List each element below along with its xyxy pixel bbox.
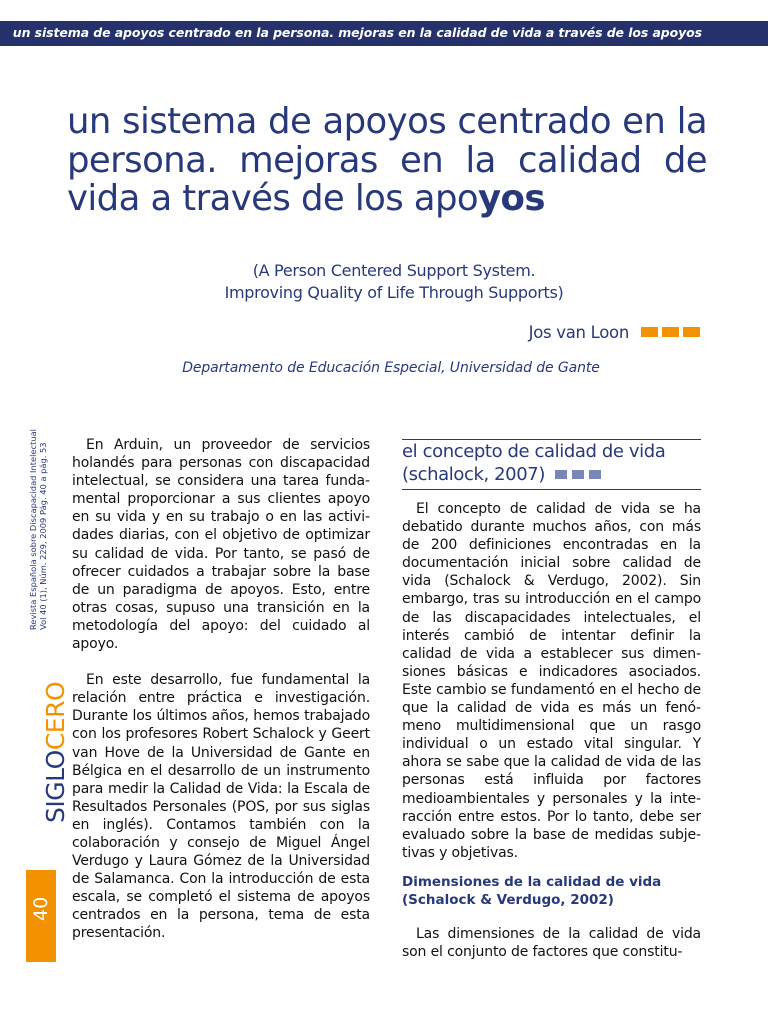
journal-line-1: Revista Española sobre Discapacidad Intelectual [28,429,38,630]
article-title [67,103,707,219]
decorative-square-icon [641,327,658,337]
brand-part-2: CERO [41,681,70,751]
running-header-bar [0,21,768,46]
author-affiliation: Departamento de Educación Especial, Universidad de Gante [182,360,600,376]
section-rule-bottom [402,489,701,490]
brand-logo-text [41,682,70,823]
body-paragraph: Las dimensiones de la calidad de vida son el conjunto de factores que constitu- [402,926,701,961]
page-number-block [26,870,56,962]
article-title-bold: yos [478,178,545,219]
decorative-square-icon [555,470,567,479]
decorative-square-icon [572,470,584,479]
body-paragraph: En este desarrollo, fue fundamental la relación entre práctica e investigación. Durante los últimos años, hemos trabajado con los profesores Robert Schalock y Geert van Hove de la Universidad de Gante en Bélgica en el desarrollo de un instrumento para medir la Calidad de Vida: la Escala de Resultados Personales (POS, por sus siglas en inglés). Contamos también con la colaboración y consejo de Miguel Ángel Verdugo y Laura Gómez de la Universidad de Salamanca. Con la introducción de esta escala, se completó el sistema de apoyos centrados en la persona, tema de esta presentación. [72,672,370,942]
sidebar-strip [26,429,70,962]
right-column-continued [402,925,701,979]
section-title-line-2: (schalock, 2007) [402,464,545,485]
section-heading-box [402,439,701,490]
journal-line-2: Vol 40 (1), Núm. 229, 2009 Pág. 40 a pág. 53 [38,442,48,630]
running-header-title: un sistema de apoyos centrado en la persona. mejoras en la calidad de vida a través de los apoyos [12,25,702,40]
body-paragraph: En Arduin, un proveedor de servicios holandés para personas con discapacidad intelectual, se considera una tarea fundamental proporcionar a sus clientes apoyo en su vida y en su trabajo o en las actividades diarias, con el objetivo de optimizar su calidad de vida. Por tanto, se pasó de ofrecer cuidados a trabajar sobre la base de un paradigma de apoyos. Esto, entre otras cosas, supuso una transición en la metodología del apoyo: del cuidado al apoyo. [72,437,370,653]
subheading: Dimensiones de la calidad de vida (Schalock & Verdugo, 2002) [402,874,662,908]
author-name: Jos van Loon [528,322,629,342]
decorative-square-icon [589,470,601,479]
subtitle-line-2: Improving Quality of Life Through Supports) [224,283,564,302]
decorative-square-icon [683,327,700,337]
section-title [402,440,701,486]
right-column [402,500,701,880]
brand-part-1: SIGLO [41,750,70,823]
page-number: 40 [30,896,52,921]
journal-info-text [28,429,48,630]
body-paragraph: El concepto de calidad de vida se ha debatido durante muchos años, con más de 200 definiciones encontradas en la documentación inicial sobre calidad de vida (Schalock & Verdugo, 2002). Sin embargo, tras su introducción en el campo de las discapacidades intelectuales, el interés cambió de intentar definir la calidad de vida a establecer sus dimensiones básicas e indicadores asociados. Este cambio se fundamentó en el hecho de que la calidad de vida es más un fenómeno multidimensional que un rasgo individual o un estado vital singular. Y ahora se sabe que la calidad de vida de las personas está influida por factores medioambientales y personales y la interacción entre estos. Por lo tanto, debe ser evaluado sobre la base de medidas subjetivas y objetivas. [402,501,701,861]
section-title-line-1: el concepto de calidad de vida [402,441,666,462]
decorative-square-icon [662,327,679,337]
article-title-main: un sistema de apoyos centrado en la persona. mejoras en la calidad de vida a través de los apo [67,101,707,219]
left-column [72,436,370,961]
article-subtitle [160,260,628,304]
author-row [529,321,700,343]
subtitle-line-1: (A Person Centered Support System. [252,261,536,280]
